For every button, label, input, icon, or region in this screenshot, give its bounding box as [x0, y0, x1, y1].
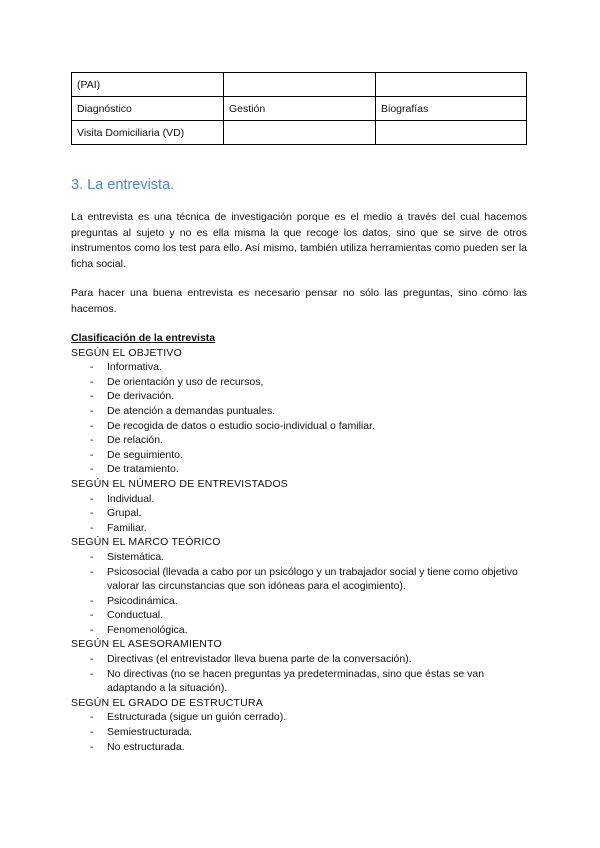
list-item: - Informativa. — [90, 361, 162, 374]
table-cell — [224, 121, 376, 145]
list-item: - Conductual. — [90, 609, 164, 622]
group-list-estructura — [71, 710, 531, 754]
list-item: - Psicodinámica. — [90, 594, 178, 607]
section-heading: 3. La entrevista. — [71, 177, 175, 193]
list-item: - No estructurada. — [90, 740, 185, 753]
group-header-objetivo: SEGÚN EL OBJETIVO — [71, 346, 182, 359]
list-item: - De orientación y uso de recursos, — [90, 375, 264, 388]
table-cell — [376, 121, 527, 145]
table-row — [72, 73, 527, 97]
table-cell — [224, 73, 376, 97]
list-item: - Individual. — [90, 492, 155, 505]
list-item: - Fenomenológica. — [90, 623, 188, 636]
list-item: - Semiestructurada. — [90, 726, 193, 739]
list-item: - De recogida de datos o estudio socio-individual o familiar. — [90, 419, 375, 432]
group-header-marco-teorico: SEGÚN EL MARCO TEÓRICO — [71, 536, 221, 549]
list-item: - De atención a demandas puntuales. — [90, 404, 276, 417]
group-list-entrevistados — [71, 492, 531, 536]
list-item: - Grupal. — [90, 507, 142, 520]
table-cell: Diagnóstico — [72, 97, 224, 121]
group-header-estructura: SEGÚN EL GRADO DE ESTRUCTURA — [71, 696, 263, 709]
table-cell — [376, 73, 527, 97]
list-item: - De relación. — [90, 434, 164, 447]
group-header-asesoramiento: SEGÚN EL ASESORAMIENTO — [71, 638, 222, 651]
table-row — [72, 97, 527, 121]
methods-table — [71, 72, 527, 145]
table-cell: Visita Domiciliaria (VD) — [72, 121, 224, 145]
group-list-objetivo — [71, 360, 531, 477]
group-list-marco-teorico — [71, 550, 531, 638]
list-item: - Sistemática. — [90, 550, 165, 563]
intro-paragraph: La entrevista es una técnica de investigación porque es el medio a través del cual hacemos preguntas al sujeto y no es ella misma la que recoge los datos, sino que se sirve de otros instrumentos como los test para ello. Así mismo, también utiliza herramientas como pueden ser la ficha social. — [71, 211, 527, 270]
classification-list — [71, 331, 531, 754]
list-item: - De tratamiento. — [90, 463, 179, 476]
list-item: - De seguimiento. — [90, 448, 183, 461]
list-item: - De derivación. — [90, 390, 175, 403]
table-cell: Biografías — [376, 97, 527, 121]
list-item: - Psicosocial (llevada a cabo por un psicólogo y un trabajador social y tiene como objetivo valorar las circunstancias que son idóneas para el acogimiento). — [90, 565, 518, 593]
list-item: - No directivas (no se hacen preguntas ya predeterminadas, sino que éstas se van adaptando a la situación). — [90, 667, 485, 695]
method-paragraph: Para hacer una buena entrevista es necesario pensar no sólo las preguntas, sino cómo las hacemos. — [71, 287, 527, 315]
table-cell: (PAI) — [72, 73, 224, 97]
list-item: - Estructurada (sigue un guión cerrado). — [90, 711, 287, 724]
list-item: - Familiar. — [90, 521, 147, 534]
classification-title: Clasificación de la entrevista — [71, 332, 216, 344]
group-header-entrevistados: SEGÚN EL NÚMERO DE ENTREVISTADOS — [71, 477, 289, 490]
group-list-asesoramiento — [71, 652, 531, 696]
table-cell: Gestión — [224, 97, 376, 121]
table-row — [72, 121, 527, 145]
list-item: - Directivas (el entrevistador lleva buena parte de la conversación). — [90, 653, 412, 666]
